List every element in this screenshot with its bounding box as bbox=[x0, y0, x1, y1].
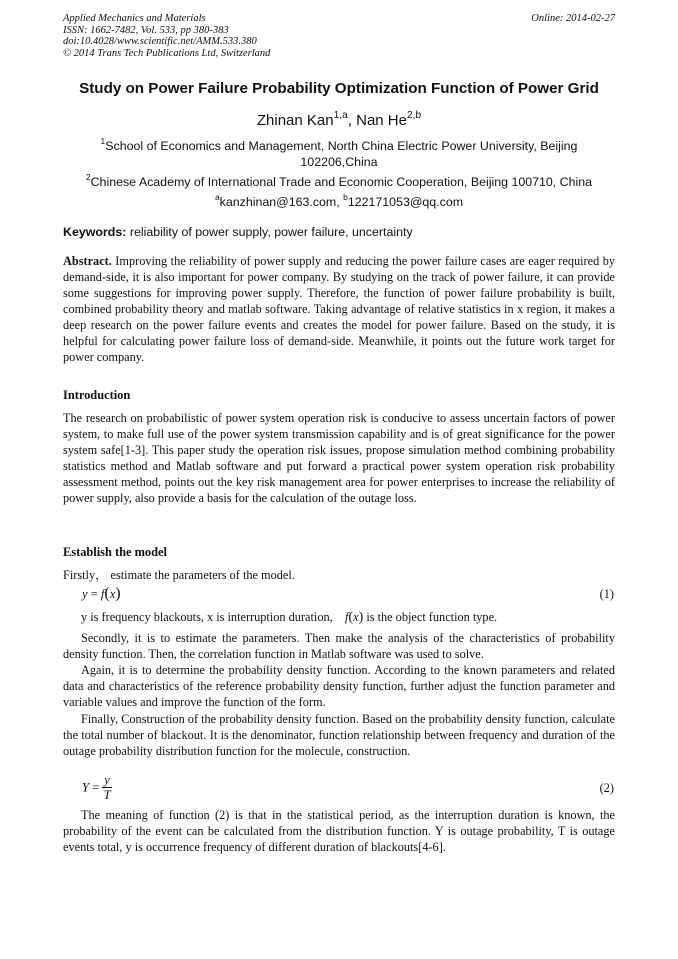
email-a[interactable]: kanzhinan@163.com bbox=[219, 195, 337, 209]
p2-text-a: y is frequency blackouts, x is interruption duration, bbox=[81, 610, 333, 624]
p2-close-paren: ) bbox=[358, 610, 364, 625]
model-paragraph-6: The meaning of function (2) is that in the statistical period, as the interruption duration is known, the probability of the event can be calculated from the distribution function. Y is outage probability, T is outage events total, y is occurrence frequency of different duration of blackouts[4-6]. bbox=[63, 808, 615, 854]
eq1-lhs: y bbox=[82, 587, 88, 601]
equation-2-number: (2) bbox=[599, 781, 614, 795]
eq2-denominator: T bbox=[103, 788, 111, 802]
eq1-close-paren: ) bbox=[115, 585, 121, 602]
doi-line: doi:10.4028/www.scientific.net/AMM.533.380 bbox=[63, 36, 257, 47]
model-heading: Establish the model bbox=[63, 545, 167, 559]
author-line bbox=[40, 109, 638, 129]
abstract-label: Abstract. bbox=[63, 254, 112, 268]
author-separator: , bbox=[347, 112, 357, 129]
affiliation-1 bbox=[80, 138, 598, 170]
online-date: Online: 2014-02-27 bbox=[531, 13, 615, 24]
author-2-sup: 2,b bbox=[406, 109, 422, 121]
eq1-open-paren: ( bbox=[104, 585, 110, 602]
abstract bbox=[63, 253, 615, 365]
affiliation-1-text: School of Economics and Management, North China Electric Power University, Beijing 102206,China bbox=[105, 139, 578, 169]
author-1-sup: 1,a bbox=[333, 109, 348, 121]
email-b-sup: b bbox=[343, 192, 348, 203]
introduction-text: The research on probabilistic of power system operation risk is conducive to assess uncertain factors of power system, to make full use of the power system transmission capability and is of great significance for the power system safe[1-3]. This paper study the operation risk issues, propose simulation method combining probability statistics method and Matlab software and put forward a practical power system operation risk probability assessment method, points out the key risk management area for power enterprises to increase the reliability of power supply, also provide a basis for the calculation of the outage loss. bbox=[63, 411, 615, 505]
author-2-name: Nan He bbox=[356, 112, 407, 129]
p2-open-paren: ( bbox=[348, 610, 354, 625]
abstract-text: Improving the reliability of power supply and reducing the power failure cases are eager required by demand-side, it is also important for power company. By studying on the track of power failure, it can provide some suggestions for improving power supply. Therefore, the function of power failure probability is built, combined probability theory and matlab software. Taking advantage of relative statistics in x region, it makes a deep research on the power failure events and creates the model for power failure. Based on the study, it is helpful for calculating power failure loss of demand-side. Meanwhile, it points out the future work target for power company. bbox=[63, 254, 615, 364]
keywords bbox=[63, 225, 413, 239]
model-paragraph-5: Finally, Construction of the probability density function. Based on the probability density function, calculate the total number of blackout. It is the denominator, function relationship between frequency and duration of the outage probability distribution function for the molecule, construction. bbox=[63, 712, 616, 758]
eq2-equals: = bbox=[92, 780, 100, 795]
p2-function: f bbox=[345, 610, 349, 624]
keywords-label: Keywords: bbox=[63, 225, 127, 239]
introduction-heading: Introduction bbox=[63, 388, 131, 402]
issn-line: ISSN: 1662-7482, Vol. 533, pp 380-383 bbox=[63, 24, 229, 36]
affiliation-2-text: Chinese Academy of International Trade and Economic Cooperation, Beijing 100710, China bbox=[90, 175, 593, 189]
affiliation-1-sup: 1 bbox=[100, 136, 106, 147]
keywords-text: reliability of power supply, power failure, uncertainty bbox=[129, 225, 413, 239]
p2-text-b: is the object function type. bbox=[366, 610, 498, 624]
eq2-lhs: Y bbox=[82, 780, 89, 795]
eq1-function: f bbox=[100, 587, 105, 601]
equation-1-number: (1) bbox=[599, 587, 614, 601]
p2-argument: x bbox=[353, 610, 359, 624]
copyright-line: © 2014 Trans Tech Publications Ltd, Switzerland bbox=[63, 47, 271, 59]
email-line bbox=[40, 192, 638, 209]
equation-2 bbox=[82, 773, 112, 803]
eq2-numerator: y bbox=[104, 773, 110, 787]
affiliation-2-sup: 2 bbox=[85, 172, 91, 183]
email-a-sup: a bbox=[214, 192, 220, 203]
journal-header bbox=[63, 13, 270, 59]
equation-1 bbox=[82, 585, 121, 603]
model-paragraph-1: Firstly， estimate the parameters of the model. bbox=[63, 568, 295, 582]
email-b[interactable]: 122171053@qq.com bbox=[347, 195, 464, 209]
model-paragraph-2 bbox=[63, 609, 615, 626]
eq2-fraction bbox=[102, 773, 112, 803]
eq1-argument: x bbox=[109, 587, 116, 601]
journal-name: Applied Mechanics and Materials bbox=[63, 13, 206, 24]
author-1-name: Zhinan Kan bbox=[256, 112, 334, 129]
model-paragraph-4: Again, it is to determine the probability density function. According to the known parameters and related data and characteristics of the reference probability density function, further adjust the function parameter and variable values and improve the function of the form. bbox=[63, 663, 615, 709]
eq1-equals: = bbox=[90, 587, 98, 601]
affiliation-2 bbox=[40, 174, 638, 190]
email-separator: , bbox=[336, 195, 344, 209]
paper-title: Study on Power Failure Probability Optimization Function of Power Grid bbox=[79, 80, 599, 97]
model-paragraph-3: Secondly, it is to estimate the parameters. Then make the analysis of the characteristics of probability density function. Then, the correlation function in Matlab software was used to solve. bbox=[63, 631, 615, 661]
